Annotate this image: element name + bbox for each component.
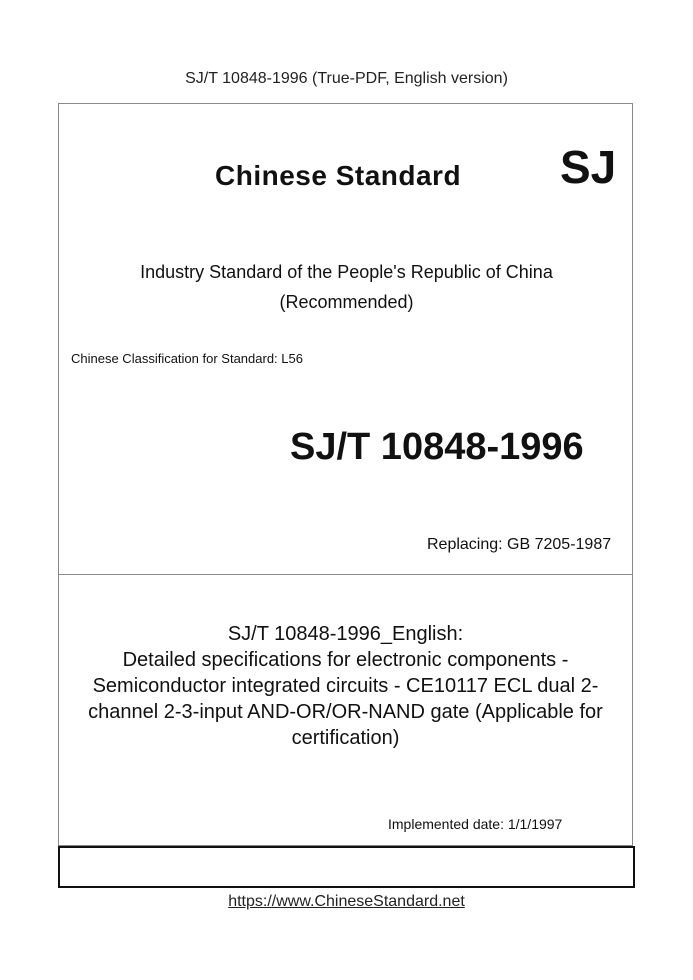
footer-url <box>0 893 693 911</box>
page-header: SJ/T 10848-1996 (True-PDF, English version) <box>185 70 508 87</box>
footer-box <box>58 846 635 888</box>
website-link[interactable]: https://www.ChineseStandard.net <box>228 893 465 910</box>
standard-title: Chinese Standard <box>215 160 462 191</box>
replacing-text: Replacing: GB 7205-1987 <box>427 536 612 553</box>
doc-title-line: SJ/T 10848-1996_English: <box>227 623 464 645</box>
standard-number: SJ/T 10848-1996 <box>290 426 584 468</box>
industry-line: Industry Standard of the People's Republic of China <box>140 262 553 282</box>
classification-text: Chinese Classification for Standard: L56 <box>71 351 303 366</box>
sj-mark: SJ <box>560 141 617 193</box>
industry-statement <box>0 257 693 317</box>
doc-title-line: Semiconductor integrated circuits - CE10117 ECL dual 2- <box>92 675 599 697</box>
doc-title-line: channel 2-3-input AND-OR/OR-NAND gate (Applicable for <box>88 701 603 723</box>
implemented-date: Implemented date: 1/1/1997 <box>388 816 563 832</box>
doc-title-line: Detailed specifications for electronic components - <box>122 649 569 671</box>
recommended-line: (Recommended) <box>279 292 414 312</box>
doc-title-line: certification) <box>291 727 400 749</box>
document-title <box>68 621 623 751</box>
